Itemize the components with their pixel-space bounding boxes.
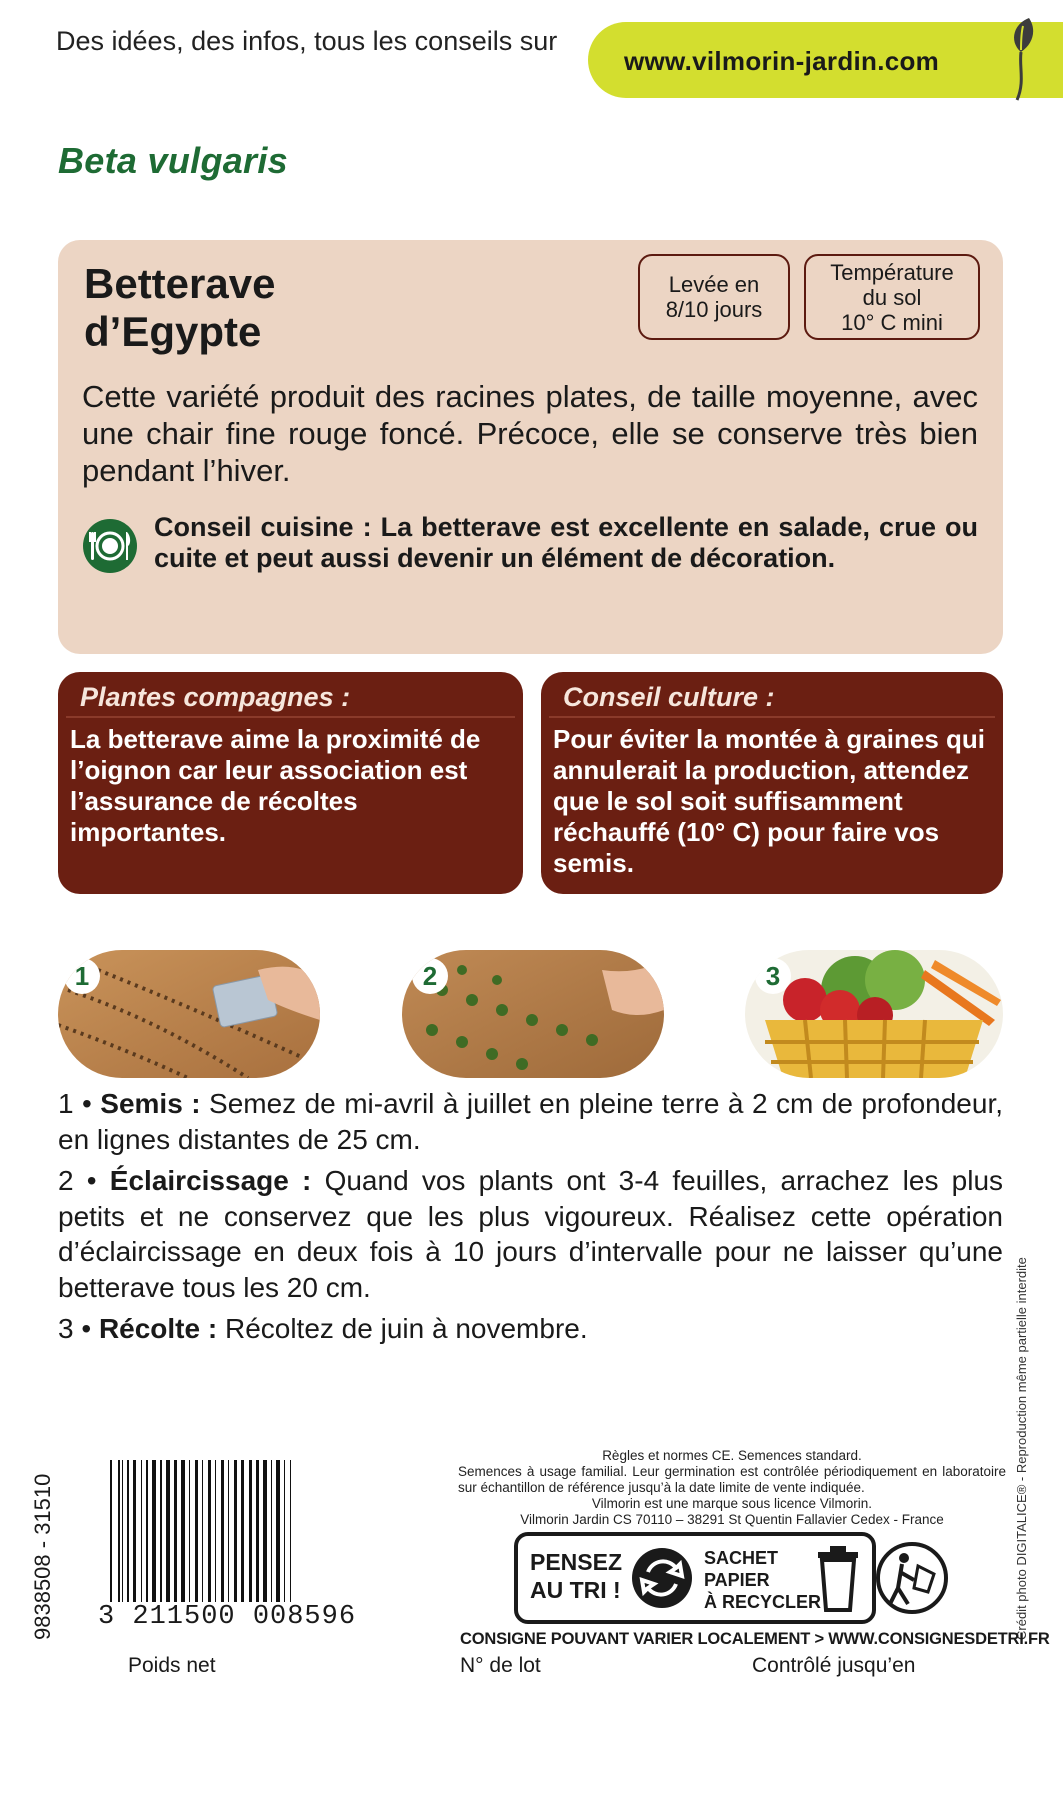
barcode-bar xyxy=(195,1460,198,1602)
step-thinning xyxy=(58,1163,1003,1305)
barcode-bar xyxy=(133,1460,136,1602)
photo-credit: Crédit photo DIGITALICE® - Reproduction même partielle interdite xyxy=(1014,1257,1029,1640)
papier-text: PAPIER xyxy=(704,1570,770,1590)
barcode-bar xyxy=(202,1460,203,1602)
barcode-bar xyxy=(215,1460,216,1602)
barcode-bar xyxy=(249,1460,252,1602)
variety-description: Cette variété produit des racines plates, de taille moyenne, avec une chair fine rouge foncé. Précoce, elle se conserve très bien pendant l’hiver. xyxy=(82,379,978,488)
barcode-bar xyxy=(234,1460,237,1602)
net-weight-label: Poids net xyxy=(128,1654,216,1677)
barcode-bar xyxy=(146,1460,148,1602)
step-label: Semis : xyxy=(100,1088,201,1119)
barcode-bar xyxy=(122,1460,123,1602)
barcode-bar xyxy=(160,1460,162,1602)
germination-badge xyxy=(638,254,790,340)
product-code: 9838508 - 31510 xyxy=(30,1473,55,1640)
barcode-bar xyxy=(276,1460,280,1602)
step-harvest xyxy=(58,1311,1003,1347)
step-label: Éclaircissage : xyxy=(109,1165,312,1196)
recycling-instructions-link[interactable]: CONSIGNE POUVANT VARIER LOCALEMENT > WWW.CONSIGNESDETRI.FR xyxy=(460,1630,1050,1648)
variety-name: Betterave d’Egypte xyxy=(84,260,276,355)
step-text: Semez de mi-avril à juillet en pleine terre à 2 cm de profondeur, en lignes distantes de 25 cm. xyxy=(58,1088,1004,1155)
photo-sowing xyxy=(58,950,320,1078)
legal-line: Semences à usage familial. Leur germination est contrôlée périodiquement en laboratoire sur échantillon de référence jusqu’à la date limite de vente indiquée. xyxy=(458,1464,1006,1495)
companion-divider xyxy=(66,716,515,718)
photo-step-number: 3 xyxy=(755,958,791,994)
soil-temperature-text: Température du sol 10° C mini xyxy=(830,259,954,335)
sachet-text: SACHET xyxy=(704,1548,779,1568)
culture-tip-title: Conseil culture : xyxy=(563,682,775,712)
barcode-bar xyxy=(208,1460,211,1602)
au-tri-text: AU TRI ! xyxy=(530,1577,621,1603)
culture-divider xyxy=(549,716,995,718)
barcode-bar xyxy=(152,1460,156,1602)
germination-text: Levée en 8/10 jours xyxy=(665,272,763,322)
latin-name: Beta vulgaris xyxy=(58,140,288,181)
barcode-bar xyxy=(290,1460,291,1602)
plate-cutlery-icon xyxy=(82,518,138,574)
barcode-bar xyxy=(110,1460,112,1620)
photo-step-number: 1 xyxy=(64,958,100,994)
barcode-bar xyxy=(284,1460,285,1602)
legal-line: Vilmorin Jardin CS 70110 – 38291 St Quentin Fallavier Cedex - France xyxy=(520,1512,944,1527)
soil-temperature-badge xyxy=(804,254,980,340)
photo-step-number: 2 xyxy=(412,958,448,994)
companion-plants-box xyxy=(58,672,523,894)
barcode-bar xyxy=(271,1460,272,1602)
step-prefix: 1 • xyxy=(58,1088,101,1119)
photo-thinning xyxy=(402,950,664,1078)
pensez-text: PENSEZ xyxy=(530,1549,623,1575)
step-sowing xyxy=(58,1086,1003,1157)
barcode-bar xyxy=(174,1460,177,1602)
leaf-logo-icon xyxy=(999,12,1045,104)
header-tagline: Des idées, des infos, tous les conseils sur xyxy=(56,26,558,56)
step-prefix: 3 • xyxy=(58,1313,99,1344)
barcode-bar xyxy=(189,1460,190,1602)
barcode-bar xyxy=(166,1460,170,1602)
barcode-digits: 3 211500 008596 xyxy=(98,1602,357,1632)
steps-list xyxy=(58,1086,1003,1353)
website-banner[interactable] xyxy=(588,22,1063,98)
lot-number-label: N° de lot xyxy=(460,1654,541,1677)
product-info-box xyxy=(58,240,1003,654)
barcode xyxy=(96,1460,406,1620)
website-url[interactable]: www.vilmorin-jardin.com xyxy=(624,46,940,76)
cooking-tip: Conseil cuisine : La betterave est excellente en salade, crue ou cuite et peut aussi devenir un élément de décoration. xyxy=(154,512,978,573)
photo-harvest xyxy=(745,950,1003,1078)
culture-tip-box xyxy=(541,672,1003,894)
companion-plants-text: La betterave aime la proximité de l’oignon car leur association est l’assurance de récoltes importantes. xyxy=(70,724,481,847)
step-text: Récoltez de juin à novembre. xyxy=(217,1313,588,1344)
culture-tip-text: Pour éviter la montée à graines qui annulerait la production, attendez que le sol soit suffisamment réchauffé (10° C) pour faire vos semis. xyxy=(553,724,986,878)
barcode-bar xyxy=(228,1460,229,1602)
barcode-bar xyxy=(118,1460,120,1620)
barcode-bar xyxy=(181,1460,185,1602)
triman-person-icon xyxy=(878,1544,946,1612)
legal-line: Règles et normes CE. Semences standard. xyxy=(602,1448,862,1463)
legal-notice xyxy=(458,1448,1006,1528)
legal-line: Vilmorin est une marque sous licence Vilmorin. xyxy=(591,1496,873,1511)
barcode-bar xyxy=(221,1460,224,1602)
check-until-label: Contrôlé jusqu’en xyxy=(752,1654,916,1677)
step-text: Quand vos plants ont 3-4 feuilles, arrachez les plus petits et ne conservez que les plus vigoureux. Réalisez cette opération d’éclaircissage en deux fois à 10 jours d’intervalle pour ne laisser qu’une betterave tous les 20 cm. xyxy=(58,1165,1004,1303)
barcode-bar xyxy=(127,1460,129,1602)
recycling-logo xyxy=(514,1532,950,1624)
step-label: Récolte : xyxy=(98,1313,218,1344)
barcode-bar xyxy=(256,1460,259,1602)
step-prefix: 2 • xyxy=(58,1165,110,1196)
barcode-bar xyxy=(141,1460,142,1602)
barcode-bar xyxy=(241,1460,244,1602)
barcode-bar xyxy=(263,1460,267,1602)
companion-plants-title: Plantes compagnes : xyxy=(80,682,351,712)
recycler-text: À RECYCLER xyxy=(704,1592,822,1612)
